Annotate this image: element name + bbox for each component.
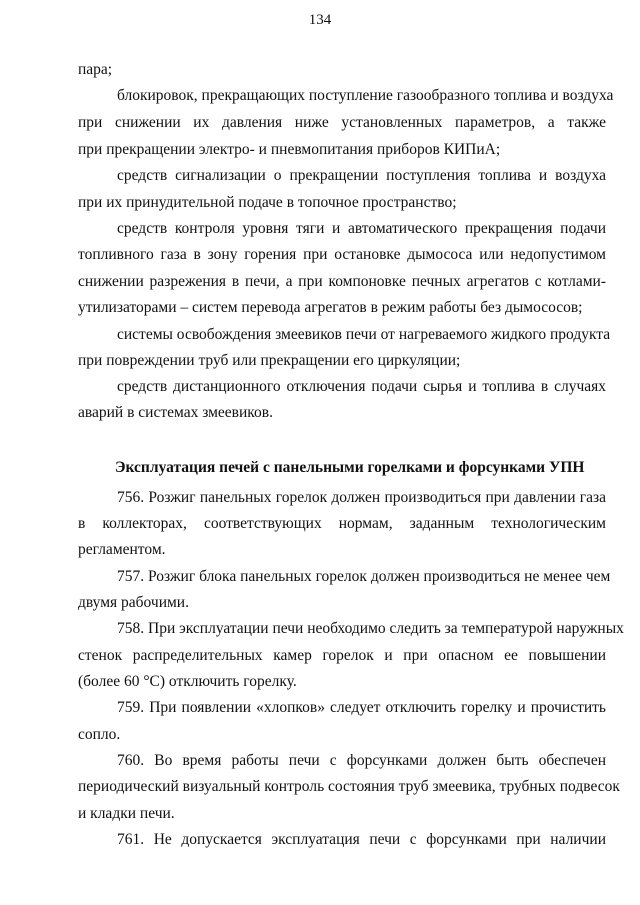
text-line: при их принудительной подаче в топочное пространство;	[78, 194, 457, 211]
text-line: средств дистанционного отключения подачи сырья и топлива в случаях	[117, 378, 606, 395]
text-line: пара;	[78, 61, 113, 78]
text-line: средств сигнализации о прекращении поступления топлива и воздуха	[117, 167, 606, 184]
page-number: 134	[308, 12, 332, 28]
section-heading: Эксплуатация печей с панельными горелками и форсунками УПН	[115, 459, 585, 476]
text-line: регламентом.	[78, 541, 166, 558]
text-line: 758. При эксплуатации печи необходимо следить за температурой наружных	[117, 620, 624, 637]
text-line: при повреждении труб или прекращении его циркуляции;	[78, 352, 461, 369]
text-line: стенок распределительных камер горелок и при опасном ее повышении	[78, 647, 606, 664]
text-line: средств контроля уровня тяги и автоматического прекращения подачи	[117, 220, 606, 237]
text-line: 760. Во время работы печи с форсунками должен быть обеспечен	[117, 752, 606, 769]
text-line: системы освобождения змеевиков печи от нагреваемого жидкого продукта	[117, 326, 611, 343]
text-line: (более 60 °C) отключить горелку.	[78, 673, 297, 690]
text-line: аварий в системах змеевиков.	[78, 404, 273, 421]
text-line: 757. Розжиг блока панельных горелок должен производиться не менее чем	[117, 568, 611, 585]
text-line: при прекращении электро- и пневмопитания приборов КИПиА;	[78, 141, 501, 158]
text-line: снижении разрежения в печи, а при компоновке печных агрегатов с котлами-	[78, 273, 606, 290]
text-line: сопло.	[78, 726, 121, 743]
text-line: двумя рабочими.	[78, 594, 189, 611]
text-line: при снижении их давления ниже установленных параметров, а также	[78, 114, 606, 131]
text-line: утилизаторами – систем перевода агрегатов в режим работы без дымососов;	[78, 299, 583, 316]
text-line: и кладки печи.	[78, 805, 175, 822]
text-line: топливного газа в зону горения при остановке дымососа или недопустимом	[78, 246, 606, 263]
text-line: 759. При появлении «хлопков» следует отключить горелку и прочистить	[117, 699, 606, 716]
text-line: блокировок, прекращающих поступление газообразного топлива и воздуха	[117, 87, 614, 104]
text-line: периодический визуальный контроль состояния труб змеевика, трубных подвесок	[78, 778, 620, 795]
text-line: 756. Розжиг панельных горелок должен производиться при давлении газа	[117, 489, 606, 506]
text-line: 761. Не допускается эксплуатация печи с форсунками при наличии	[117, 831, 606, 848]
text-line: в коллекторах, соответствующих нормам, заданным технологическим	[78, 515, 606, 532]
